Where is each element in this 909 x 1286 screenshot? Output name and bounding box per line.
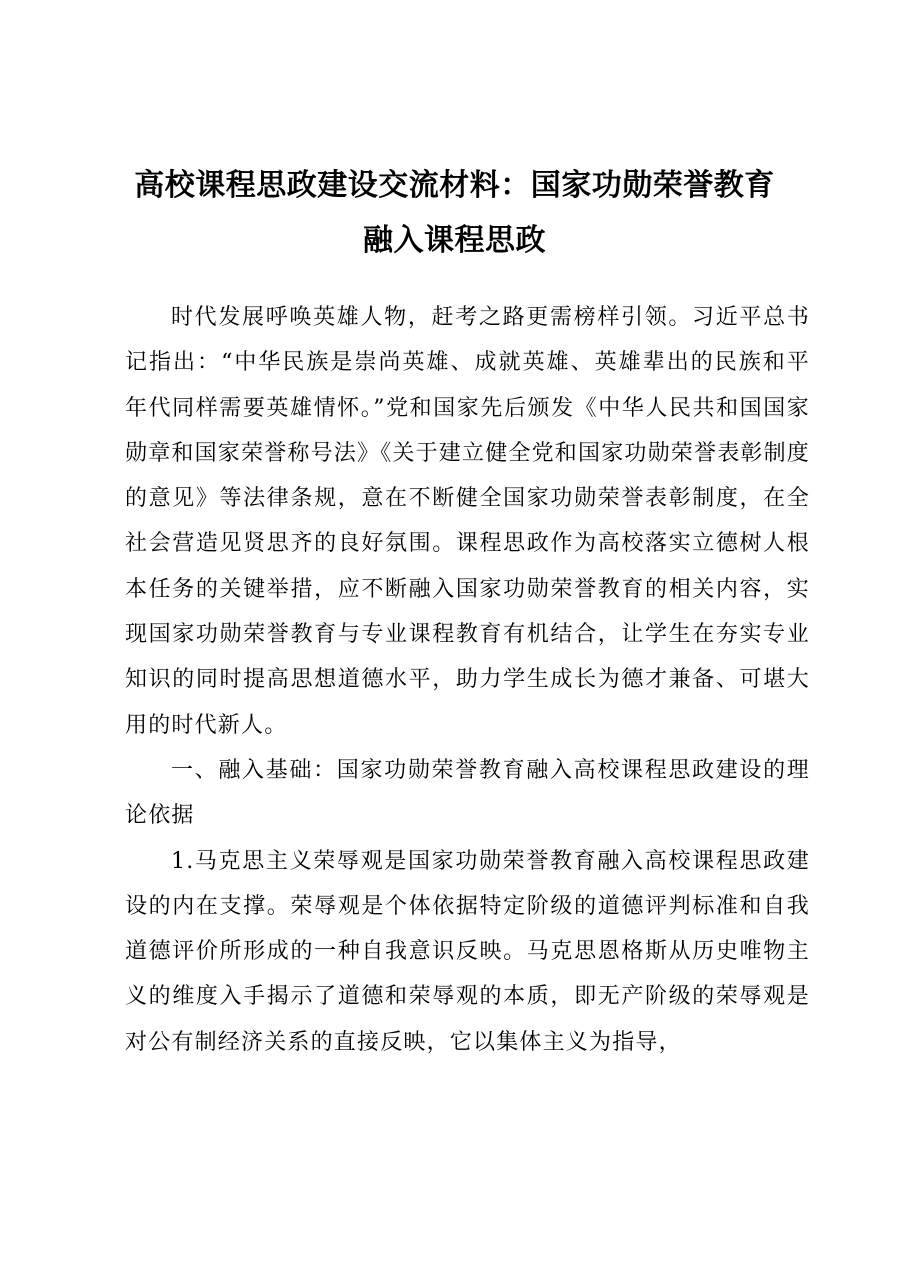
paragraph-section-1-1: 1.马克思主义荣辱观是国家功勋荣誉教育融入高校课程思政建设的内在支撑。荣辱观是个体依据特定阶级的道德评判标准和自我道德评价所形成的一种自我意识反映。马克思恩格斯从历史唯物主义的维度入手揭示了道德和荣辱观的本质，即无产阶级的荣辱观是对公有制经济关系的直接反映，它以集体主义为指导， bbox=[125, 848, 810, 1055]
document-title bbox=[100, 158, 809, 268]
paragraph-intro: 时代发展呼唤英雄人物，赶考之路更需榜样引领。习近平总书记指出：“中华民族是崇尚英雄、成就英雄、英雄辈出的民族和平年代同样需要英雄情怀。”党和国家先后颁发《中华人民共和国国家勋章和国家荣誉称号法》《关于建立健全党和国家功勋荣誉表彰制度的意见》等法律条规，意在不断健全国家功勋荣誉表彰制度，在全社会营造见贤思齐的良好氛围。课程思政作为高校落实立德树人根本任务的关键举措，应不断融入国家功勋荣誉教育的相关内容，实现国家功勋荣誉教育与专业课程教育有机结合，让学生在夯实专业知识的同时提高思想道德水平，助力学生成长为德才兼备、可堪大用的时代新人。 bbox=[125, 305, 811, 738]
title-line-2: 融入课程思政 bbox=[363, 223, 546, 258]
title-line-1: 高校课程思政建设交流材料：国家功勋荣誉教育 bbox=[134, 168, 775, 203]
document-body bbox=[125, 295, 810, 1065]
section-heading-1: 一、融入基础：国家功勋荣誉教育融入高校课程思政建设的理论依据 bbox=[125, 757, 810, 829]
